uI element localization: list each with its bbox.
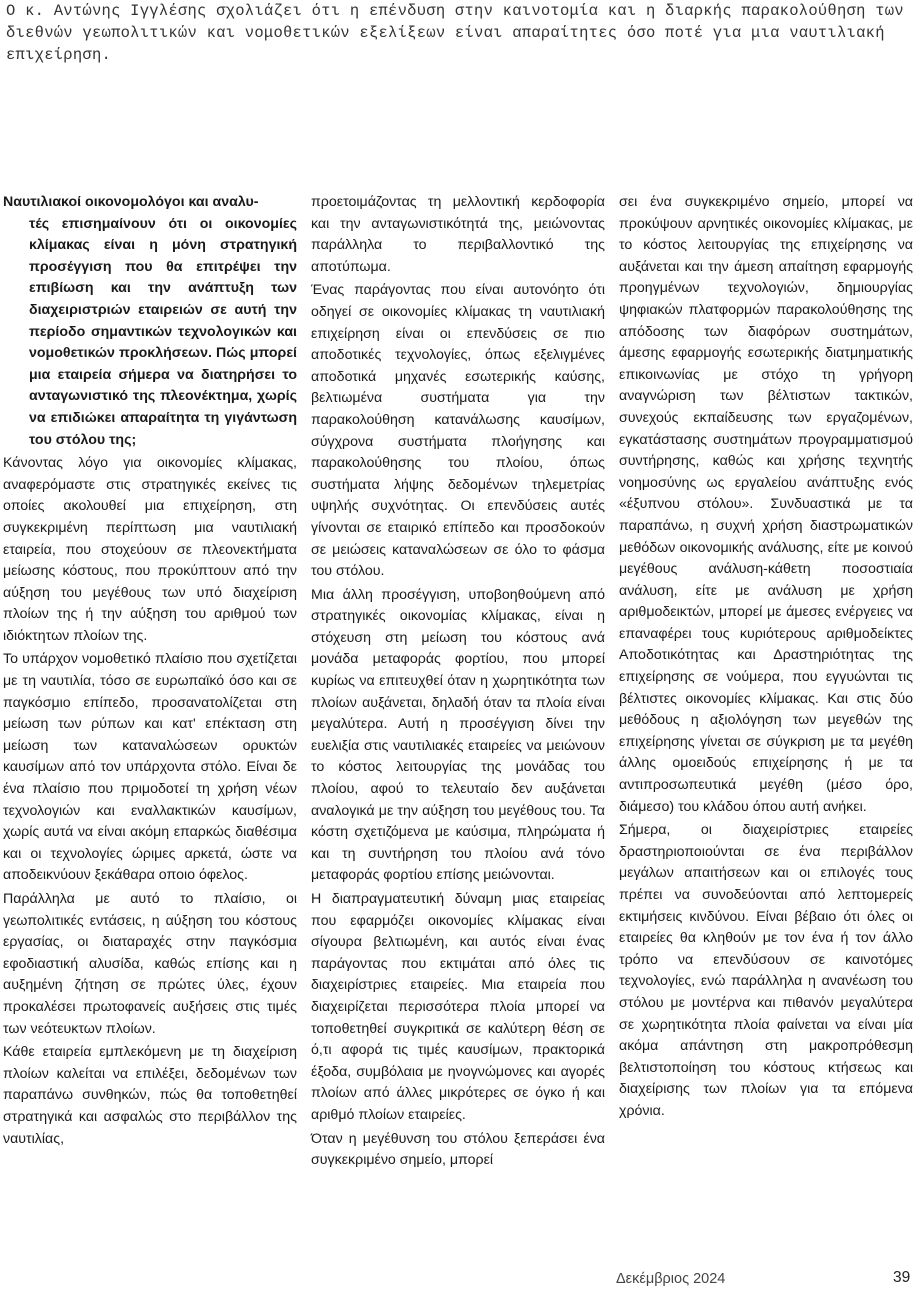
- page-number: 39: [893, 1269, 911, 1286]
- col1-paragraph: Το υπάρχον νομοθετικό πλαίσιο που σχετίζεται με τη ναυτιλία, τόσο σε ευρωπαϊκό όσο και σε παγκόσμιο επίπεδο, προσανατολίζεται στη μείωση των ρύπων και κατ' επέκταση στη μείωση των καταναλώσεων ορυκτών καυσίμων από τον υπάρχοντα στόλο. Είναι δε ένα πλαίσιο που πριμοδοτεί τη χρήση νέων τεχνολογιών και εναλλακτικών καυσίμων, χωρίς αυτά να είναι ακόμη επαρκώς διαθέσιμα και οι τεχνολογίες ώριμες αρκετά, ώστε να αποδεικνύουν ξεκάθαρα οποιο όφελος.: [3, 651, 297, 884]
- intro-text: Ο κ. Αντώνης Ιγγλέσης σχολιάζει ότι η επένδυση στην καινοτομία και η διαρκής παρακολούθηση των διεθνών γεωπολιτικών και νομοθετικών εξελίξεων είναι απαραίτητες όσο ποτέ για μια ναυτιλιακή επιχείρηση.: [6, 2, 904, 64]
- col1-paragraph: Παράλληλα με αυτό το πλαίσιο, οι γεωπολιτικές εντάσεις, η αύξηση του κόστους εργασίας, οι διαταραχές στην παγκόσμια εφοδιαστική αλυσίδα, καθώς επίσης και η αυξημένη ζήτηση σε πρώτες ύλες, έχουν προκαλέσει πρωτοφανείς αυξήσεις στις τιμές των νεότευκτων πλοίων.: [3, 891, 297, 1037]
- col2-paragraph: Μια άλλη προσέγγιση, υποβοηθούμενη από στρατηγικές οικονομίας κλίμακας, είναι η στόχευση στη μείωση του κόστους ανά μονάδα μεταφοράς φορτίου, που μπορεί κυρίως να επιτευχθεί όταν η χωρητικότητα των πλοίων αυξάνεται, δηλαδή όταν τα πλοία είναι μεγαλύτερα. Αυτή η προσέγγιση δίνει την ευελιξία στις ναυτιλιακές εταιρείες να μειώνουν το κόστος λειτουργίας της μονάδας του πλοίου, αφού το τελευταίο δεν αυξάνεται αναλογικά με την αύξηση του μεγέθους του. Τα κόστη σχετιζόμενα με καύσιμα, πληρώματα ή και τη συντήρηση του πλοίου ανά τόνο μεταφοράς φορτίου επίσης μειώνονται.: [311, 586, 605, 884]
- question-rest: τές επισημαίνουν ότι οι οικονομίες κλίμακας είναι η μόνη στρατηγική προσέγγιση που θα επιτρέψει την επιβίωση και την ανάπτυξη των διαχειριστριών εταιρειών σε αυτή την περίοδο σημαντικών τεχνολογικών και νομοθετικών προκλήσεων. Πώς μπορεί μια εταιρεία σήμερα να διατηρήσει το ανταγωνιστικό της πλεονέκτημα, χωρίς να επιδιώκει απαραίτητα τη γιγάντωση του στόλου της;: [29, 215, 297, 448]
- col2-paragraph: Η διαπραγματευτική δύναμη μιας εταιρείας που εφαρμόζει οικονομίες κλίμακας είναι σίγουρα βελτιωμένη, και αυτός είναι ένας παράγοντας που εκτιμάται από όλες τις διαχειρίστριες εταιρείες. Μια εταιρεία που διαχειρίζεται περισσότερα πλοία μπορεί να τοποθετηθεί συγκριτικά σε καλύτερη θέση σε ό,τι αφορά τις τιμές καυσίμων, πρακτορικά έξοδα, συμβόλαια με ηνογνώμονες και αγορές πλοίων από άλλες μικρότερες σε όγκο ή και αριθμό πλοίων εταιρείες.: [311, 891, 605, 1123]
- article-column-3: [619, 192, 913, 1123]
- col2-paragraph: Όταν η μεγέθυνση του στόλου ξεπεράσει ένα συγκεκριμένο σημείο, μπορεί: [311, 1130, 605, 1169]
- article-column-1: [3, 192, 297, 1150]
- col3-paragraph: Σήμερα, οι διαχειρίστριες εταιρείες δραστηριοποιούνται σε ένα περιβάλλον μεγάλων απαιτήσεων και οι επιλογές τους πρέπει να συνοδεύονται από λεπτομερείς εκτιμήσεις κινδύνου. Είναι βέβαιο ότι όλες οι εταιρείες θα κληθούν με τον ένα ή τον άλλο τρόπο να επενδύσουν σε καινοτόμες τεχνολογίες, ενώ παράλληλα η ανανέωση του στόλου με μοντέρνα και πιθανόν μεγαλύτερα σε χωρητικότητα πλοία φαίνεται να είναι μία ακόμα απάντηση στη μακροπρόθεσμη βελτιστοποίηση του κόστους κτήσεως και διαχείρισης των πλοίων για τα επόμενα χρόνια.: [619, 822, 913, 1119]
- question-first-line: Ναυτιλιακοί οικονομολόγοι και αναλυ-: [3, 194, 259, 210]
- interview-question: [3, 192, 297, 451]
- col3-paragraph: σει ένα συγκεκριμένο σημείο, μπορεί να προκύψουν αρνητικές οικονομίες κλίμακας, με το κόστος λειτουργίας της επιχείρησης να αυξάνεται και την άμεση απαίτηση εφαρμογής προηγμένων τεχνολογιών, δημιουργίας ψηφιακών πλατφορμών παρακολούθησης της απόδοσης των διαφόρων συστημάτων, άμεσης εφαρμογής εσωτερικής διατμηματικής επικοινωνίας με στόχο τη γρήγορη αναγνώριση των βέλτιστων τακτικών, συνεχούς εκπαίδευσης των εργαζομένων, εγκατάστασης συστημάτων προγραμματισμού συντήρησης, καθώς και χρήσης τεχνητής νοημοσύνης ως εργαλείου ανάπτυξης ενός «έξυπνου στόλου». Συνδυαστικά με τα παραπάνω, η συχνή χρήση διαστρωματικών μεθόδων οικονομικής ανάλυσης, είτε με κοινού μεγέθους ανάλυση-κάθετη ποσοστιαία ανάλυση, είτε με ανάλυση με χρήση αριθμοδεικτών, μπορεί με άμεσες ενέργειες να επαναφέρει τους κυριότερους αριθμοδείκτες Αποδοτικότητας και Δραστηριότητας της επιχείρησης σε νούμερα, που εγγυώνται τις βέλτιστες οικονομίες κλίμακας. Και στις δύο μεθόδους η αξιολόγηση των μεγεθών της επιχείρησης γίνεται σε σύγκριση με τα μεγέθη άλλης ομοειδούς επιχείρησης ή με τα αντιπροσωπευτικά μεγέθη (μέσο όρο, διάμεσο) του κλάδου όπου αυτή ανήκει.: [619, 194, 913, 815]
- issue-date: Δεκέμβριος 2024: [616, 1271, 726, 1287]
- col1-paragraph: Κάθε εταιρεία εμπλεκόμενη με τη διαχείριση πλοίων καλείται να επιλέξει, δεδομένων των παραπάνω συνθηκών, πώς θα τοποθετηθεί στρατηγικά και ασφαλώς στο περιβάλλον της ναυτιλίας,: [3, 1044, 297, 1147]
- col2-paragraph: προετοιμάζοντας τη μελλοντική κερδοφορία και την ανταγωνιστικότητά της, μειώνοντας παράλληλα το περιβαλλοντικό της αποτύπωμα.: [311, 194, 605, 275]
- intro-block: [6, 0, 910, 66]
- col2-paragraph: Ένας παράγοντας που είναι αυτονόητο ότι οδηγεί σε οικονομίες κλίμακας τη ναυτιλιακή επιχείρηση είναι οι επενδύσεις σε πιο αποδοτικές τεχνολογίες, όπως εξελιγμένες αποδοτικά μηχανές εσωτερικής καύσης, βελτιωμένα συστήματα για την παρακολούθηση κατανάλωσης καυσίμων, σύγχρονα συστήματα πλοήγησης και παρακολούθησης του πλοίου, όπως συστήματα λήψης δεδομένων τηλεμετρίας υψηλής συχνότητας. Οι επενδύσεις αυτές γίνονται σε εταιρικό επίπεδο και προσδοκούν σε μειώσεις καταναλώσεων σε όλο το φάσμα του στόλου.: [311, 282, 605, 580]
- article-column-2: [311, 192, 605, 1172]
- col1-paragraph: Κάνοντας λόγο για οικονομίες κλίμακας, αναφερόμαστε στις στρατηγικές εκείνες τις οποίες ακολουθεί μια επιχείρηση, στη συγκεκριμένη περίπτωση μια ναυτιλιακή εταιρεία, που στοχεύουν σε πλεονεκτήματα μείωσης κόστους, που προκύπτουν από την αύξηση του μεγέθους των υπό διαχείριση πλοίων της ή την αύξηση του αριθμού των ιδιόκτητων πλοίων της.: [3, 455, 297, 644]
